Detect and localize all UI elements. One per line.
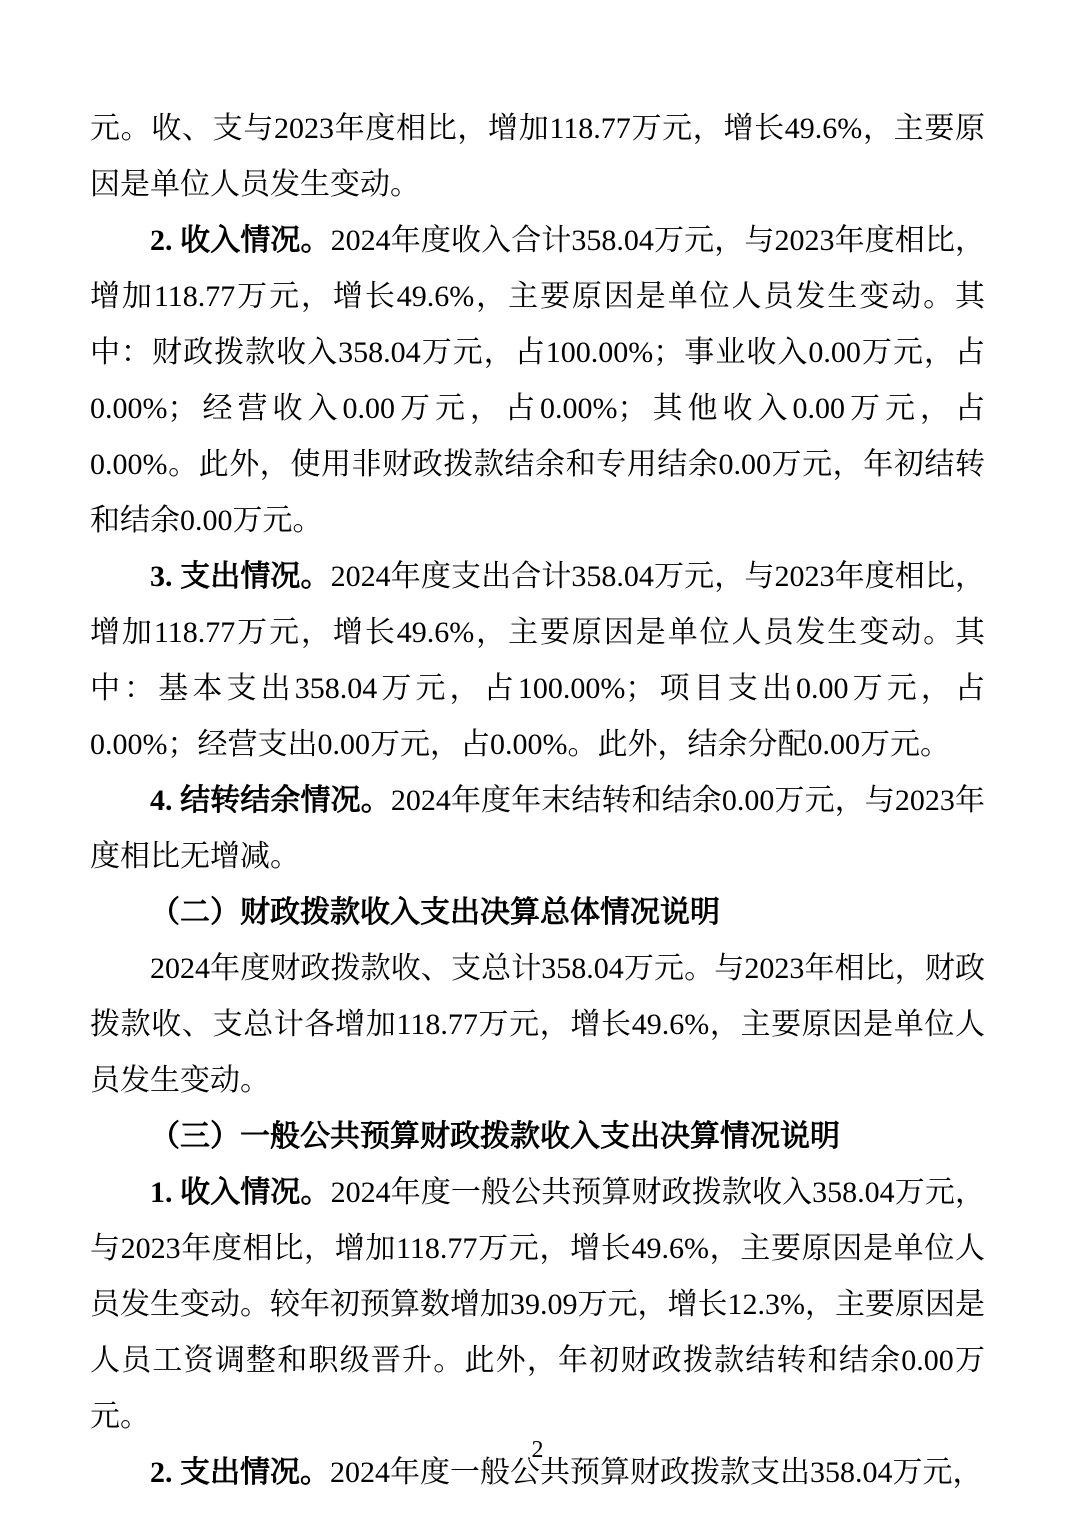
body-paragraph-fiscal-total [90, 941, 985, 1109]
body-paragraph-continuation [90, 101, 985, 213]
body-paragraph-budget-income [90, 1165, 985, 1445]
paragraph-text: 2024年度财政拨款收、支总计358.04万元。与2023年相比，财政拨款收、支总计各增加118.77万元，增长49.6%，主要原因是单位人员发生变动。 [90, 952, 985, 1097]
heading-text: （二）财政拨款收入支出决算总体情况说明 [150, 896, 720, 929]
body-paragraph-carryover [90, 773, 985, 885]
page-number: 2 [531, 1437, 544, 1463]
paragraph-text: 2024年度年末结转和结余0.00万元，与2023年度相比无增减。 [90, 784, 986, 873]
page-footer [0, 1436, 1075, 1464]
paragraph-text: 2024年度一般公共预算财政拨款支出358.04万元， [330, 1456, 983, 1489]
paragraph-lead: 3. 支出情况。 [150, 560, 331, 593]
paragraph-text: 元。收、支与2023年度相比，增加118.77万元，增长49.6%，主要原因是单位人员发生变动。 [90, 112, 985, 201]
document-content [90, 101, 985, 1501]
body-paragraph-income [90, 213, 985, 549]
paragraph-text: 2024年度一般公共预算财政拨款收入358.04万元，与2023年度相比，增加118.77万元，增长49.6%，主要原因是单位人员发生变动。较年初预算数增加39.09万元，增长12.3%，主要原因是人员工资调整和职级晋升。此外，年初财政拨款结转和结余0.00万元。 [90, 1176, 985, 1433]
paragraph-text: 2024年度支出合计358.04万元，与2023年度相比，增加118.77万元，增长49.6%，主要原因是单位人员发生变动。其中：基本支出358.04万元，占100.00%；项目支出0.00万元，占0.00%；经营支出0.00万元，占0.00%。此外，结余分配0.00万元。 [90, 560, 986, 761]
paragraph-lead: 1. 收入情况。 [150, 1176, 331, 1209]
paragraph-text: 2024年度收入合计358.04万元，与2023年度相比，增加118.77万元，增长49.6%，主要原因是单位人员发生变动。其中：财政拨款收入358.04万元，占100.00%；事业收入0.00万元，占0.00%；经营收入0.00万元，占0.00%；其他收入0.00万元，占0.00%。此外，使用非财政拨款结余和专用结余0.00万元，年初结转和结余0.00万元。 [90, 224, 986, 537]
paragraph-lead: 2. 收入情况。 [150, 224, 331, 257]
section-heading-two [90, 885, 985, 941]
paragraph-lead: 4. 结转结余情况。 [150, 784, 391, 817]
heading-text: （三）一般公共预算财政拨款收入支出决算情况说明 [150, 1120, 840, 1153]
section-heading-three [90, 1109, 985, 1165]
body-paragraph-expenditure [90, 549, 985, 773]
paragraph-lead: 2. 支出情况。 [150, 1456, 330, 1489]
